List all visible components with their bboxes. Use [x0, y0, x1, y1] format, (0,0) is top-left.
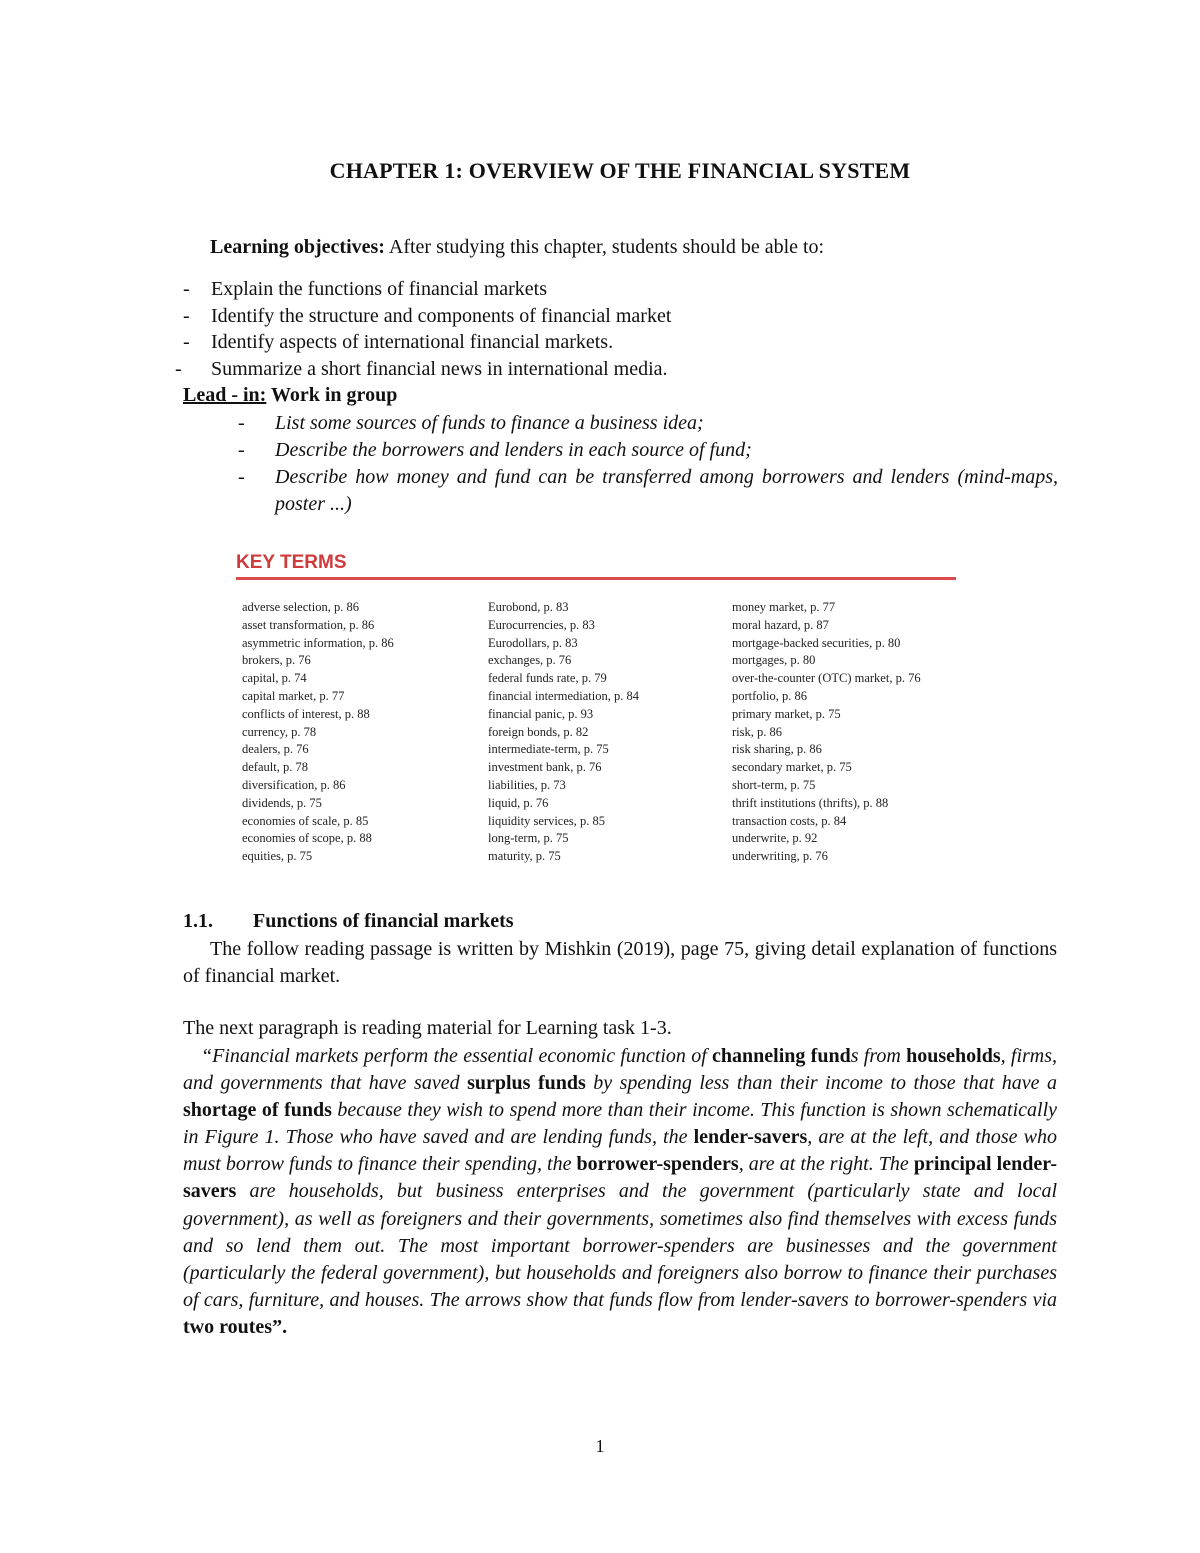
- section-heading: [183, 910, 514, 933]
- passage-emphasis: surplus funds: [467, 1072, 586, 1095]
- key-term: short-term, p. 75: [732, 777, 816, 792]
- lead-in-list: [238, 410, 1058, 518]
- page-number: 1: [595, 1436, 605, 1456]
- key-term: over-the-counter (OTC) market, p. 76: [732, 671, 921, 686]
- key-terms-column-1: [242, 599, 394, 866]
- lead-in-label: Lead - in:: [183, 384, 267, 406]
- list-item: - Explain the functions of financial markets: [183, 276, 671, 303]
- passage-emphasis: two routes: [183, 1315, 273, 1338]
- key-term: transaction costs, p. 84: [732, 813, 847, 828]
- objective-text: Explain the functions of financial markets: [211, 278, 548, 300]
- key-term: liabilities, p. 73: [488, 777, 566, 792]
- reading-passage: [183, 1043, 1057, 1341]
- key-term: risk sharing, p. 86: [732, 742, 822, 757]
- key-term: underwriting, p. 76: [732, 849, 828, 864]
- passage-text: are households, but business enterprises and the government (particularly state and local government), as well as foreigners and their governments, sometimes also find themselves with excess funds and so lend them out. The most important borrower-spenders are businesses and the government (particularly the federal government), but households and foreigners also borrow to finance their purchases of cars, furniture, and houses. The arrows show that funds flow from lender-savers to borrower-spenders via: [183, 1180, 1057, 1311]
- key-term: financial panic, p. 93: [488, 706, 594, 721]
- key-term: risk, p. 86: [732, 724, 782, 739]
- key-term: economies of scale, p. 85: [242, 813, 369, 828]
- key-term: intermediate-term, p. 75: [488, 742, 609, 757]
- key-term: equities, p. 75: [242, 849, 313, 864]
- key-term: adverse selection, p. 86: [242, 600, 359, 614]
- learning-objectives-label: Learning objectives:: [210, 236, 385, 258]
- passage-emphasis: shortage of funds: [183, 1099, 332, 1122]
- key-term: primary market, p. 75: [732, 706, 841, 721]
- key-term: foreign bonds, p. 82: [488, 724, 589, 739]
- passage-text: by spending less than their income to those that have a: [585, 1072, 1058, 1095]
- key-term: underwrite, p. 92: [732, 831, 818, 846]
- key-term: liquid, p. 76: [488, 795, 549, 810]
- key-term: portfolio, p. 86: [732, 688, 807, 703]
- lead-in-heading: [183, 384, 397, 407]
- key-terms-divider: [236, 577, 956, 580]
- chapter-title: CHAPTER 1: OVERVIEW OF THE FINANCIAL SYSTEM: [329, 158, 911, 183]
- key-term: dealers, p. 76: [242, 742, 309, 757]
- learning-objectives-intro: [210, 236, 824, 259]
- key-terms-column-2: [488, 599, 639, 866]
- passage-emphasis: households: [906, 1045, 1001, 1067]
- passage-text: , are at the left, and those who must borrow funds to finance their spending, the: [183, 1126, 1058, 1176]
- key-term: Eurodollars, p. 83: [488, 635, 578, 650]
- key-term: capital, p. 74: [242, 671, 307, 686]
- passage-text: ”.: [272, 1315, 288, 1338]
- key-term: diversification, p. 86: [242, 777, 346, 792]
- list-item: - List some sources of funds to finance a business idea;: [238, 410, 1058, 437]
- passage-text: s from: [850, 1045, 907, 1067]
- objective-text: Identify aspects of international financial markets.: [211, 331, 614, 353]
- intro-paragraph: [183, 936, 1057, 990]
- key-term: capital market, p. 77: [242, 688, 345, 703]
- list-item: - Summarize a short financial news in international media.: [175, 356, 671, 383]
- key-term: investment bank, p. 76: [488, 760, 602, 775]
- passage-emphasis: principal lender-savers: [183, 1153, 1058, 1203]
- key-term: currency, p. 78: [242, 724, 317, 739]
- key-term: dividends, p. 75: [242, 795, 322, 810]
- intro-paragraph-text: The follow reading passage is written by Mishkin (2019), page 75, giving detail explanation of functions of financial market.: [183, 938, 1057, 987]
- key-terms-column-3: [732, 599, 921, 866]
- key-term: default, p. 78: [242, 760, 308, 775]
- section-title: Functions of financial markets: [253, 910, 514, 932]
- key-term: asymmetric information, p. 86: [242, 635, 394, 650]
- key-term: liquidity services, p. 85: [488, 813, 605, 828]
- key-term: financial intermediation, p. 84: [488, 688, 639, 703]
- objective-text: Identify the structure and components of financial market: [211, 304, 672, 327]
- key-term: brokers, p. 76: [242, 653, 311, 668]
- key-term: maturity, p. 75: [488, 849, 561, 864]
- passage-emphasis: channeling fund: [712, 1045, 851, 1067]
- key-term: mortgage-backed securities, p. 80: [732, 635, 901, 650]
- key-term: moral hazard, p. 87: [732, 617, 829, 632]
- lead-in-text: List some sources of funds to finance a business idea;: [275, 412, 704, 434]
- key-term: economies of scope, p. 88: [242, 831, 372, 846]
- key-term: conflicts of interest, p. 88: [242, 706, 370, 721]
- key-term: money market, p. 77: [732, 600, 836, 614]
- list-item: - Describe the borrowers and lenders in each source of fund;: [238, 437, 1058, 464]
- passage-text: because they wish to spend more than their income. This function is shown schematically in Figure 1. Those who have saved and are lending funds, the: [183, 1099, 1058, 1149]
- section-number: 1.1.: [183, 910, 213, 932]
- objective-text: Summarize a short financial news in international media.: [211, 357, 668, 380]
- lead-in-text: Describe how money and fund can be transferred among borrowers and lenders (mind-maps, poster ...): [275, 466, 1058, 515]
- passage-emphasis: borrower-spenders: [576, 1153, 739, 1176]
- key-term: secondary market, p. 75: [732, 760, 852, 775]
- list-item: - Identify the structure and components of financial market: [183, 303, 671, 330]
- list-item: - Describe how money and fund can be transferred among borrowers and lenders (mind-maps, poster ...): [238, 464, 1058, 518]
- key-term: Eurobond, p. 83: [488, 600, 569, 614]
- key-term: long-term, p. 75: [488, 831, 569, 846]
- passage-text: “Financial markets perform the essential economic function of: [201, 1045, 713, 1067]
- key-term: mortgages, p. 80: [732, 653, 816, 668]
- learning-objectives-text: After studying this chapter, students should be able to:: [384, 236, 825, 258]
- passage-emphasis: lender-savers: [693, 1126, 808, 1149]
- key-term: thrift institutions (thrifts), p. 88: [732, 795, 889, 810]
- passage-text: , are at the right. The: [738, 1153, 914, 1176]
- reading-note: The next paragraph is reading material for Learning task 1-3.: [183, 1017, 672, 1039]
- lead-in-text: Describe the borrowers and lenders in each source of fund;: [275, 439, 752, 461]
- key-term: exchanges, p. 76: [488, 653, 572, 668]
- key-term: federal funds rate, p. 79: [488, 671, 607, 686]
- lead-in-title: Work in group: [266, 384, 398, 406]
- passage-text: , firms, and governments that have saved: [183, 1045, 1058, 1095]
- key-term: Eurocurrencies, p. 83: [488, 617, 595, 632]
- objectives-list: [175, 276, 672, 382]
- key-term: asset transformation, p. 86: [242, 617, 375, 632]
- key-terms-heading: KEY TERMS: [236, 552, 347, 573]
- list-item: - Identify aspects of international financial markets.: [183, 329, 671, 356]
